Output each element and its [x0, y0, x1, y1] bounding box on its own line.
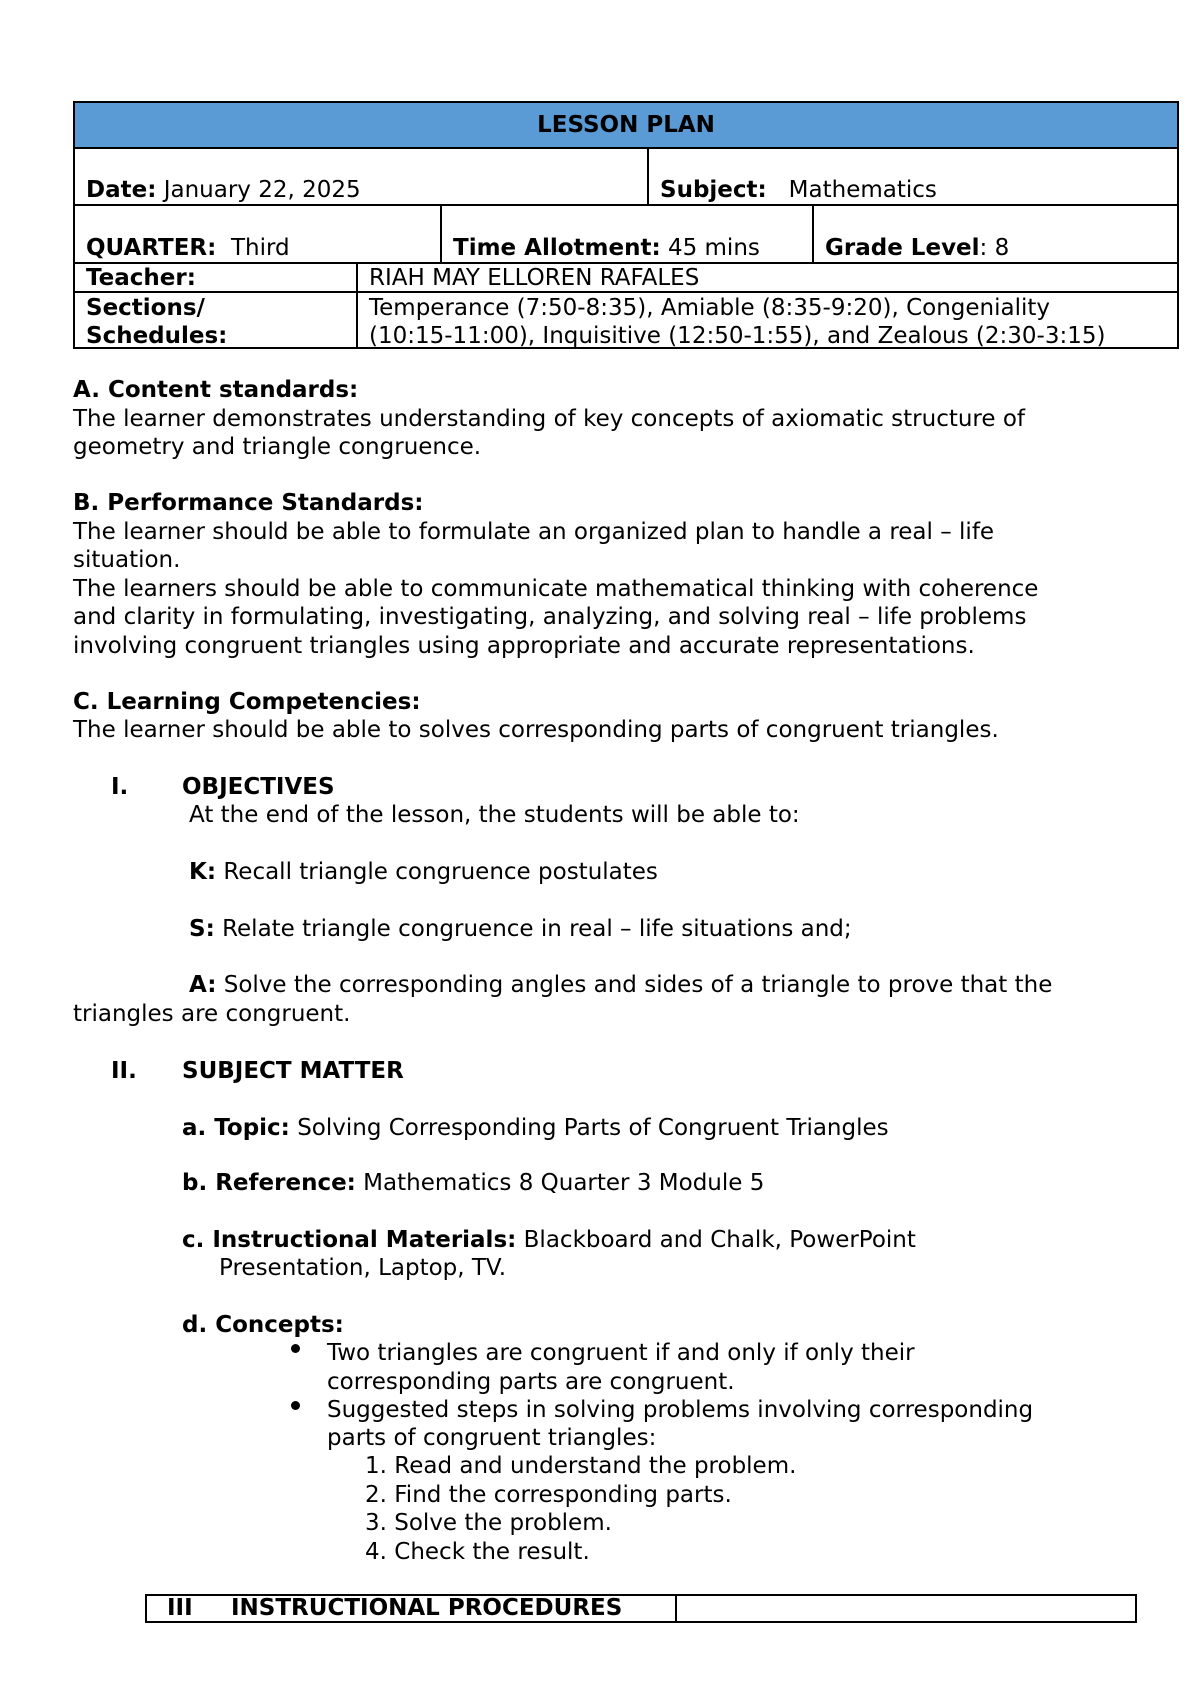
bullet-icon [291, 1344, 300, 1353]
quarter-label: QUARTER: [86, 235, 217, 261]
topic-value: Solving Corresponding Parts of Congruent Triangles [289, 1115, 889, 1141]
content-standards-line: geometry and triangle congruence. [73, 434, 482, 460]
time-allotment-cell [440, 206, 812, 262]
grade-level-value: : 8 [979, 235, 1010, 261]
concepts-label: d. Concepts: [182, 1312, 344, 1338]
sections-label-cell [75, 293, 356, 349]
step-item: 3. Solve the problem. [365, 1510, 612, 1536]
topic-line [182, 1114, 889, 1143]
performance-standards-heading: B. Performance Standards: [73, 490, 424, 516]
time-allotment-label: Time Allotment: [453, 235, 661, 261]
objective-k-text: Recall triangle congruence postulates [216, 859, 658, 885]
performance-standards-line: situation. [73, 547, 181, 573]
subject-label: Subject: [660, 177, 767, 203]
topic-label: a. Topic: [182, 1115, 290, 1141]
teacher-value: RIAH MAY ELLOREN RAFALES [369, 265, 700, 291]
date-label: Date: [86, 177, 157, 203]
date-subject-row [75, 149, 1177, 206]
time-allotment-value: 45 mins [667, 235, 760, 261]
objective-knowledge [189, 858, 658, 887]
objective-s-text: Relate triangle congruence in real – life situations and; [214, 916, 852, 942]
procedures-numeral: III [167, 1595, 193, 1621]
quarter-value: Third [230, 235, 290, 261]
procedures-heading: INSTRUCTIONAL PROCEDURES [231, 1595, 623, 1621]
materials-label: c. Instructional Materials: [182, 1227, 517, 1253]
sections-value-cell [356, 293, 1177, 349]
content-standards-line: The learner demonstrates understanding of key concepts of axiomatic structure of [73, 406, 1026, 432]
materials-line [182, 1226, 916, 1255]
sections-row [75, 293, 1177, 349]
quarter-cell [75, 206, 440, 262]
learning-competencies-heading: C. Learning Competencies: [73, 689, 421, 715]
grade-level-label: Grade Level [825, 235, 980, 261]
instructional-procedures-table [145, 1594, 1137, 1623]
teacher-row [75, 264, 1177, 293]
teacher-value-cell [356, 264, 1177, 291]
sections-value-line2: (10:15-11:00), Inquisitive (12:50-1:55), and Zealous (2:30-3:15) [369, 323, 1106, 349]
sections-label: Sections/ [86, 295, 205, 321]
teacher-label: Teacher: [86, 265, 196, 291]
grade-level-cell [812, 206, 1177, 262]
lesson-plan-header-table [73, 101, 1179, 349]
performance-standards-line: involving congruent triangles using appropriate and accurate representations. [73, 633, 975, 659]
content-standards-heading: A. Content standards: [73, 377, 359, 403]
concept-bullet-1-line2: corresponding parts are congruent. [327, 1369, 735, 1395]
date-value: January 22, 2025 [163, 177, 361, 203]
concept-bullet-1-line1: Two triangles are congruent if and only if only their [327, 1340, 915, 1366]
step-item: 1. Read and understand the problem. [365, 1453, 797, 1479]
subject-matter-heading: SUBJECT MATTER [182, 1058, 404, 1084]
concept-bullet-2-line2: parts of congruent triangles: [327, 1425, 657, 1451]
objectives-intro: At the end of the lesson, the students will be able to: [189, 802, 800, 828]
subject-value: Mathematics [788, 177, 937, 203]
reference-line [182, 1169, 764, 1198]
materials-continued: Presentation, Laptop, TV. [219, 1255, 507, 1281]
step-item: 4. Check the result. [365, 1539, 590, 1565]
reference-label: b. Reference: [182, 1170, 356, 1196]
subject-matter-numeral: II. [111, 1058, 137, 1084]
header-title-row [75, 103, 1177, 149]
teacher-label-cell [75, 264, 356, 291]
objective-attitude [189, 971, 1052, 1000]
concept-bullet-2-line1: Suggested steps in solving problems involving corresponding [327, 1397, 1034, 1423]
quarter-time-grade-row [75, 206, 1177, 264]
objective-attitude-continued: triangles are congruent. [73, 1001, 351, 1027]
sections-value-line1: Temperance (7:50-8:35), Amiable (8:35-9:20), Congeniality [369, 295, 1051, 321]
performance-standards-line: The learners should be able to communicate mathematical thinking with coherence [73, 576, 1039, 602]
objective-a-label: A: [189, 972, 217, 998]
objective-s-label: S: [189, 916, 215, 942]
objective-k-label: K: [189, 859, 217, 885]
procedures-heading-cell [147, 1596, 677, 1621]
objectives-numeral: I. [111, 774, 129, 800]
lesson-plan-title: LESSON PLAN [537, 112, 715, 138]
objectives-heading: OBJECTIVES [182, 774, 335, 800]
schedules-label: Schedules: [86, 323, 228, 349]
learning-competencies-line: The learner should be able to solves corresponding parts of congruent triangles. [73, 717, 999, 743]
performance-standards-line: and clarity in formulating, investigating, analyzing, and solving real – life problems [73, 604, 1027, 630]
objective-skill [189, 915, 852, 944]
reference-value: Mathematics 8 Quarter 3 Module 5 [355, 1170, 765, 1196]
bullet-icon [291, 1401, 300, 1410]
objective-a-text: Solve the corresponding angles and sides of a triangle to prove that the [216, 972, 1053, 998]
date-cell [75, 149, 647, 204]
performance-standards-line: The learner should be able to formulate an organized plan to handle a real – life [73, 519, 995, 545]
subject-cell [647, 149, 1177, 204]
materials-value: Blackboard and Chalk, PowerPoint [516, 1227, 916, 1253]
step-item: 2. Find the corresponding parts. [365, 1482, 732, 1508]
